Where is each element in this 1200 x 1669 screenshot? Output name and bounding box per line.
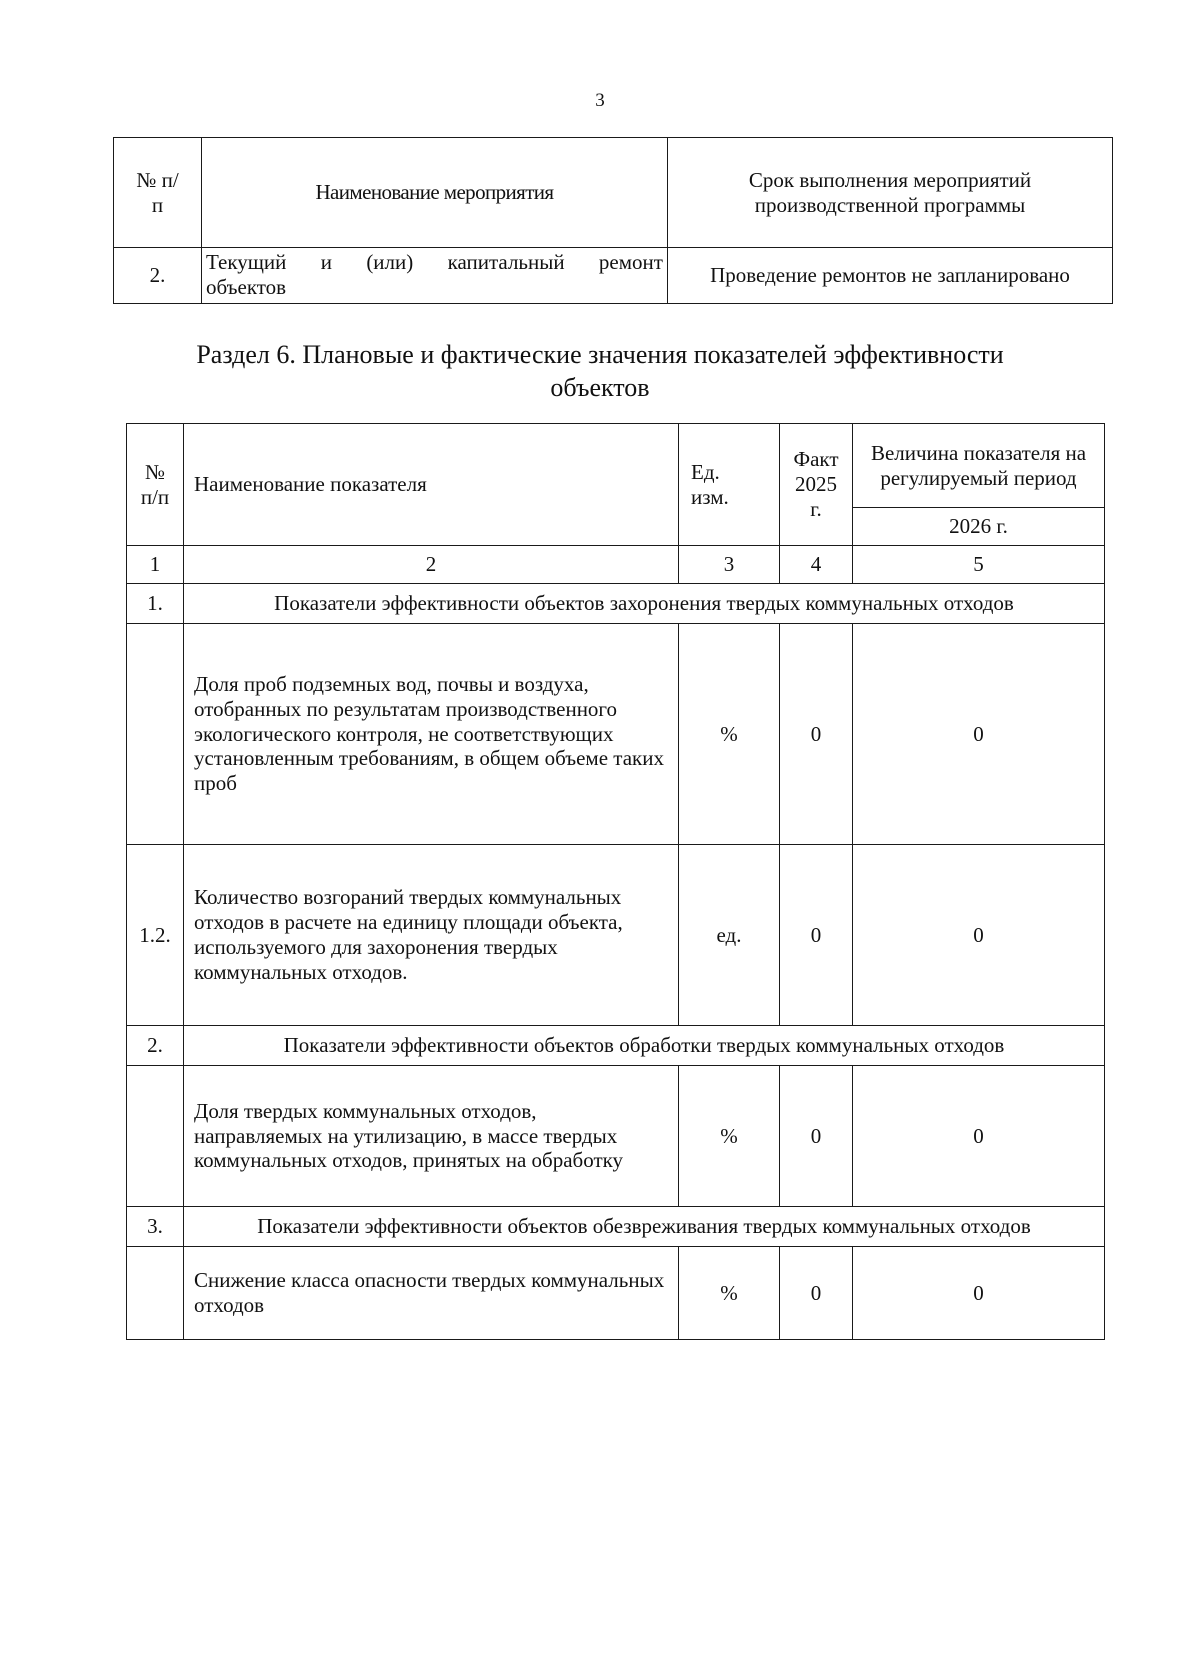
row-num xyxy=(127,1066,184,1207)
activity-word: объектов xyxy=(206,274,287,299)
column-number: 1 xyxy=(127,546,184,584)
activities-table xyxy=(113,137,1113,304)
header-indicator-name: Наименование показателя xyxy=(184,424,679,546)
activity-word: Текущий xyxy=(206,250,287,274)
indicator-plan: 0 xyxy=(853,1066,1105,1207)
group-title: Показатели эффективности объектов обработки твердых коммунальных отходов xyxy=(184,1026,1105,1066)
row-term: Проведение ремонтов не запланировано xyxy=(668,248,1113,304)
section-title xyxy=(100,339,1100,404)
indicator-fact: 0 xyxy=(780,1247,853,1340)
header-value: Величина показателя на регулируемый период xyxy=(853,424,1105,508)
indicator-unit: ед. xyxy=(679,845,780,1026)
indicator-unit: % xyxy=(679,624,780,845)
indicator-name: Снижение класса опасности твердых коммунальных отходов xyxy=(184,1247,679,1340)
column-number: 2 xyxy=(184,546,679,584)
activity-word: ремонт xyxy=(598,250,663,274)
indicator-fact: 0 xyxy=(780,624,853,845)
header-year: 2026 г. xyxy=(853,508,1105,546)
header-fact: Факт 2025 г. xyxy=(780,424,853,546)
column-numbers-row xyxy=(127,546,1105,584)
table-header-row xyxy=(114,138,1113,248)
header-num: № п/п xyxy=(127,424,184,546)
row-num: 1.2. xyxy=(127,845,184,1026)
table-row xyxy=(127,1066,1105,1207)
section-title-line: объектов xyxy=(550,372,650,402)
group-title: Показатели эффективности объектов обезвреживания твердых коммунальных отходов xyxy=(184,1207,1105,1247)
column-number: 3 xyxy=(679,546,780,584)
table-row xyxy=(127,1247,1105,1340)
indicator-fact: 0 xyxy=(780,1066,853,1207)
header-term: Срок выполнения мероприятий производственной программы xyxy=(668,138,1113,248)
indicator-name: Доля твердых коммунальных отходов, направляемых на утилизацию, в массе твердых коммунальных отходов, принятых на обработку xyxy=(184,1066,679,1207)
group-row xyxy=(127,1026,1105,1066)
activity-word: (или) xyxy=(366,250,414,274)
indicator-name: Доля проб подземных вод, почвы и воздуха, отобранных по результатам производственного экологического контроля, не соответствующих установленным требованиям, в общем объеме таких проб xyxy=(184,624,679,845)
row-activity-name xyxy=(202,248,668,304)
header-unit: Ед. изм. xyxy=(679,424,780,546)
indicator-plan: 0 xyxy=(853,845,1105,1026)
indicator-unit: % xyxy=(679,1066,780,1207)
group-row xyxy=(127,1207,1105,1247)
row-num xyxy=(127,1247,184,1340)
indicator-plan: 0 xyxy=(853,624,1105,845)
group-row xyxy=(127,584,1105,624)
header-num: № п/п xyxy=(114,138,202,248)
row-num xyxy=(127,624,184,845)
group-title: Показатели эффективности объектов захоронения твердых коммунальных отходов xyxy=(184,584,1105,624)
indicator-fact: 0 xyxy=(780,845,853,1026)
header-activity-name: Наименование мероприятия xyxy=(202,138,668,248)
group-num: 1. xyxy=(127,584,184,624)
indicator-name: Количество возгораний твердых коммунальных отходов в расчете на единицу площади объекта, используемого для захоронения твердых коммунальных отходов. xyxy=(184,845,679,1026)
table-row xyxy=(114,248,1113,304)
activity-word: капитальный xyxy=(447,250,565,274)
table-row xyxy=(127,845,1105,1026)
column-number: 5 xyxy=(853,546,1105,584)
page-number: 3 xyxy=(595,90,605,111)
column-number: 4 xyxy=(780,546,853,584)
group-num: 2. xyxy=(127,1026,184,1066)
activity-word: и xyxy=(320,250,332,274)
row-num: 2. xyxy=(114,248,202,304)
indicator-plan: 0 xyxy=(853,1247,1105,1340)
table-row xyxy=(127,624,1105,845)
indicators-table xyxy=(126,423,1105,1340)
table-header-row xyxy=(127,424,1105,508)
indicator-unit: % xyxy=(679,1247,780,1340)
section-title-line: Раздел 6. Плановые и фактические значения показателей эффективности xyxy=(196,340,1004,369)
group-num: 3. xyxy=(127,1207,184,1247)
